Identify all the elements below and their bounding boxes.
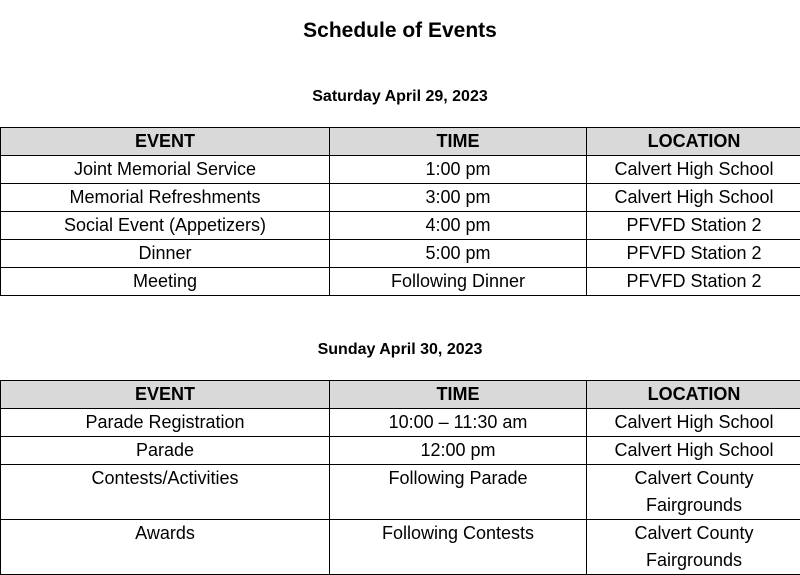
time-cell: 10:00 – 11:30 am — [330, 409, 587, 437]
location-cell: Calvert High School — [587, 156, 800, 184]
time-cell: 4:00 pm — [330, 212, 587, 240]
header-location: LOCATION — [587, 381, 800, 409]
location-cell: PFVFD Station 2 — [587, 240, 800, 268]
event-cell: Joint Memorial Service — [1, 156, 330, 184]
header-event: EVENT — [1, 128, 330, 156]
table-row — [1, 520, 800, 575]
event-cell: Parade Registration — [1, 409, 330, 437]
time-cell: 12:00 pm — [330, 437, 587, 465]
time-cell: 1:00 pm — [330, 156, 587, 184]
sunday-schedule-table — [0, 380, 800, 575]
event-cell: Parade — [1, 437, 330, 465]
time-cell: Following Parade — [330, 465, 587, 520]
table-row — [1, 268, 800, 296]
location-cell: Calvert County Fairgrounds — [587, 465, 800, 520]
location-cell: PFVFD Station 2 — [587, 212, 800, 240]
saturday-schedule-table — [0, 127, 800, 296]
table-row — [1, 437, 800, 465]
location-cell: Calvert High School — [587, 437, 800, 465]
header-event: EVENT — [1, 381, 330, 409]
page-title: Schedule of Events — [0, 17, 800, 45]
event-cell: Awards — [1, 520, 330, 575]
event-cell: Memorial Refreshments — [1, 184, 330, 212]
location-cell: Calvert High School — [587, 409, 800, 437]
table-header-row — [1, 128, 800, 156]
header-time: TIME — [330, 128, 587, 156]
event-cell: Meeting — [1, 268, 330, 296]
table-row — [1, 240, 800, 268]
event-cell: Dinner — [1, 240, 330, 268]
location-cell: PFVFD Station 2 — [587, 268, 800, 296]
location-cell: Calvert High School — [587, 184, 800, 212]
table-row — [1, 184, 800, 212]
event-cell: Social Event (Appetizers) — [1, 212, 330, 240]
table-row — [1, 156, 800, 184]
time-cell: 5:00 pm — [330, 240, 587, 268]
time-cell: 3:00 pm — [330, 184, 587, 212]
table-row — [1, 212, 800, 240]
sunday-heading: Sunday April 30, 2023 — [0, 340, 800, 360]
table-header-row — [1, 381, 800, 409]
table-row — [1, 465, 800, 520]
saturday-heading: Saturday April 29, 2023 — [0, 87, 800, 107]
time-cell: Following Contests — [330, 520, 587, 575]
location-cell: Calvert County Fairgrounds — [587, 520, 800, 575]
header-location: LOCATION — [587, 128, 800, 156]
time-cell: Following Dinner — [330, 268, 587, 296]
header-time: TIME — [330, 381, 587, 409]
event-cell: Contests/Activities — [1, 465, 330, 520]
table-row — [1, 409, 800, 437]
